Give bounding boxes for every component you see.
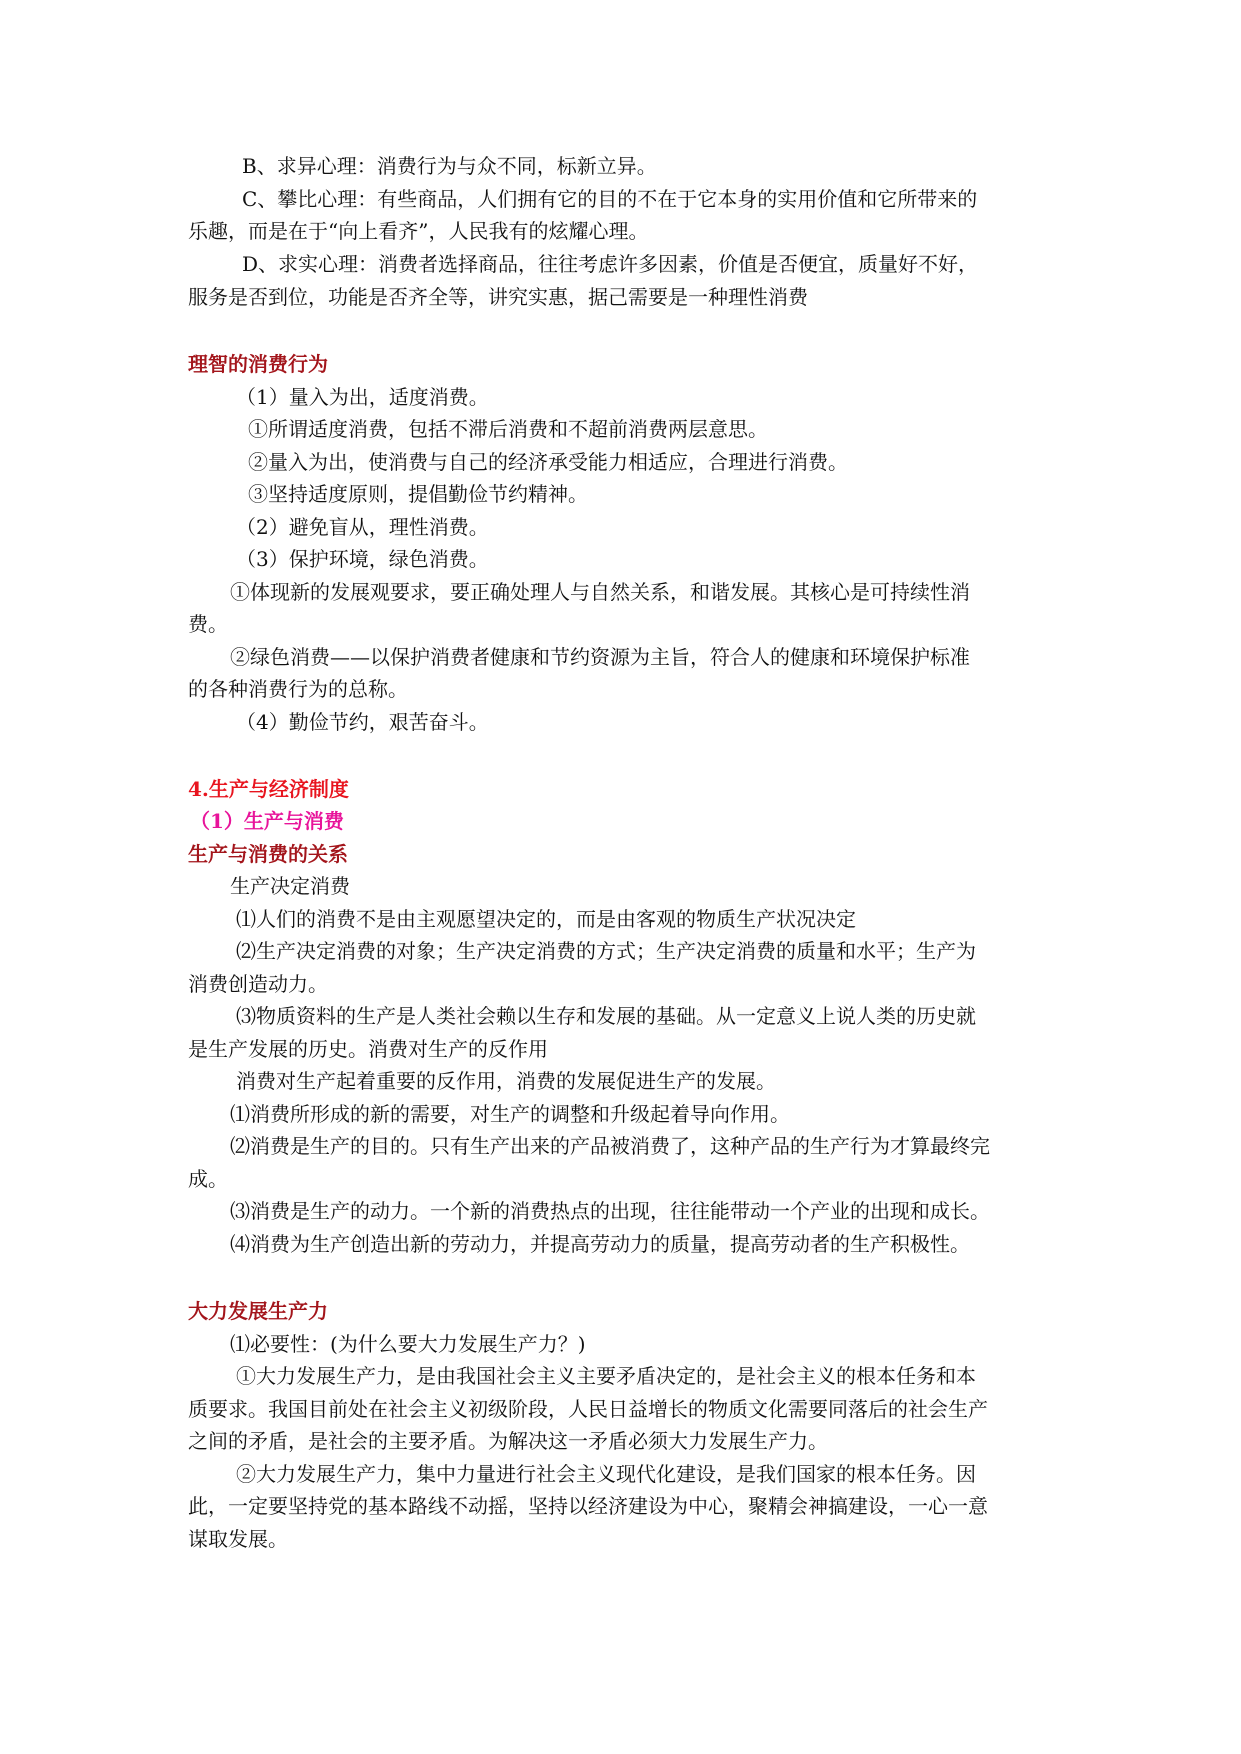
section-heading: 4.生产与经济制度	[188, 777, 349, 801]
paragraph-line: D、求实心理：消费者选择商品，往往考虑许多因素，价值是否便宜，质量好不好，	[242, 252, 979, 276]
paragraph-line: 消费创造动力。	[188, 972, 328, 996]
paragraph-line: 消费对生产起着重要的反作用，消费的发展促进生产的发展。	[236, 1069, 776, 1093]
paragraph-line: 谋取发展。	[188, 1527, 288, 1551]
paragraph-line: C、攀比心理：有些商品，人们拥有它的目的不在于它本身的实用价值和它所带来的	[242, 187, 978, 211]
paragraph-line: ⑵生产决定消费的对象；生产决定消费的方式；生产决定消费的质量和水平；生产为	[236, 939, 976, 963]
paragraph-line: 成。	[188, 1167, 228, 1191]
paragraph-line: ②量入为出，使消费与自己的经济承受能力相适应，合理进行消费。	[248, 450, 848, 474]
paragraph-line: ①大力发展生产力，是由我国社会主义主要矛盾决定的，是社会主义的根本任务和本	[236, 1364, 976, 1388]
paragraph-line: ①所谓适度消费，包括不滞后消费和不超前消费两层意思。	[248, 417, 768, 441]
paragraph-line: ⑷消费为生产创造出新的劳动力，并提高劳动力的质量，提高劳动者的生产积极性。	[230, 1232, 970, 1256]
paragraph-line: （3）保护环境，绿色消费。	[236, 547, 489, 571]
paragraph-line: ⑶消费是生产的动力。一个新的消费热点的出现，往往能带动一个产业的出现和成长。	[230, 1199, 990, 1223]
paragraph-line: ②大力发展生产力，集中力量进行社会主义现代化建设，是我们国家的根本任务。因	[236, 1462, 976, 1486]
section-heading: 理智的消费行为	[188, 352, 328, 376]
paragraph-line: ⑴消费所形成的新的需要，对生产的调整和升级起着导向作用。	[230, 1102, 790, 1126]
paragraph-line: （2）避免盲从，理性消费。	[236, 515, 489, 539]
paragraph-line: ⑵消费是生产的目的。只有生产出来的产品被消费了，这种产品的生产行为才算最终完	[230, 1134, 990, 1158]
paragraph-line: （4）勤俭节约，艰苦奋斗。	[236, 710, 489, 734]
paragraph-line: ⑴人们的消费不是由主观愿望决定的，而是由客观的物质生产状况决定	[236, 907, 856, 931]
paragraph-line: 的各种消费行为的总称。	[188, 677, 408, 701]
paragraph-line: 此，一定要坚持党的基本路线不动摇，坚持以经济建设为中心，聚精会神搞建设，一心一意	[188, 1494, 988, 1518]
paragraph-line: 费。	[188, 612, 228, 636]
section-heading: 大力发展生产力	[188, 1299, 328, 1323]
paragraph-line: ⑴必要性：(为什么要大力发展生产力？)	[230, 1332, 586, 1356]
paragraph-line: ①体现新的发展观要求，要正确处理人与自然关系，和谐发展。其核心是可持续性消	[230, 580, 970, 604]
section-heading: 生产与消费的关系	[188, 842, 348, 866]
paragraph-line: B、求异心理：消费行为与众不同，标新立异。	[242, 154, 657, 178]
paragraph-line: ⑶物质资料的生产是人类社会赖以生存和发展的基础。从一定意义上说人类的历史就	[236, 1004, 976, 1028]
paragraph-line: 是生产发展的历史。消费对生产的反作用	[188, 1037, 548, 1061]
paragraph-line: ③坚持适度原则，提倡勤俭节约精神。	[248, 482, 588, 506]
subsection-heading: （1）生产与消费	[190, 809, 344, 833]
paragraph-line: 质要求。我国目前处在社会主义初级阶段，人民日益增长的物质文化需要同落后的社会生产	[188, 1397, 988, 1421]
paragraph-line: 之间的矛盾，是社会的主要矛盾。为解决这一矛盾必须大力发展生产力。	[188, 1429, 828, 1453]
paragraph-line: ②绿色消费——以保护消费者健康和节约资源为主旨，符合人的健康和环境保护标准	[230, 645, 970, 669]
paragraph-line: 服务是否到位，功能是否齐全等，讲究实惠，据己需要是一种理性消费	[188, 285, 808, 309]
paragraph-line: （1）量入为出，适度消费。	[236, 385, 489, 409]
paragraph-line: 乐趣，而是在于“向上看齐”，人民我有的炫耀心理。	[188, 219, 649, 243]
paragraph-line: 生产决定消费	[230, 874, 350, 898]
